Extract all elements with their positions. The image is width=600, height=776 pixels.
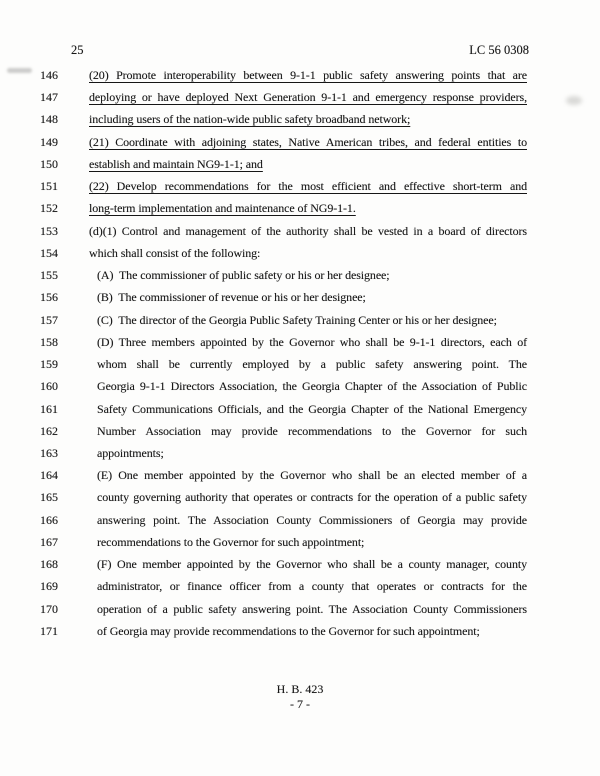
header-page-note: 25: [71, 43, 84, 57]
line-text: (d)(1) Control and management of the authority shall be vested in a board of directors: [89, 223, 527, 238]
line-number: 153: [40, 223, 58, 238]
line-text: of Georgia may provide recommendations to the Governor for such appointment;: [97, 623, 480, 638]
line-row: [0, 575, 600, 597]
line-row: [0, 220, 600, 242]
line-text: appointments;: [97, 445, 164, 460]
line-number: 149: [40, 134, 58, 149]
line-row: [0, 264, 600, 286]
line-number: 152: [40, 201, 58, 216]
line-row: [0, 108, 600, 130]
line-number: 169: [40, 579, 58, 594]
line-row: [0, 86, 600, 108]
line-number: 148: [40, 112, 58, 127]
line-number: 161: [40, 401, 58, 416]
line-text: operation of a public safety answering point. The Association County Commissioners: [97, 601, 527, 616]
line-row: [0, 420, 600, 442]
line-number: 158: [40, 334, 58, 349]
line-text: (B) The commissioner of revenue or his or her designee;: [97, 290, 366, 305]
line-number: 171: [40, 623, 58, 638]
line-row: [0, 131, 600, 153]
line-text: (D) Three members appointed by the Governor who shall be 9-1-1 directors, each of: [97, 334, 527, 349]
line-text: Safety Communications Officials, and the Georgia Chapter of the National Emergency: [97, 401, 527, 416]
line-text: whom shall be currently employed by a public safety answering point. The: [97, 357, 527, 372]
line-row: [0, 353, 600, 375]
line-number: 165: [40, 490, 58, 505]
line-text: county governing authority that operates or contracts for the operation of a public safety: [97, 490, 527, 505]
line-number: 166: [40, 512, 58, 527]
footer-bill-number: H. B. 423: [276, 682, 324, 696]
header-doc-code: LC 56 0308: [469, 43, 529, 57]
line-row: [0, 286, 600, 308]
line-text: Number Association may provide recommendations to the Governor for such: [97, 423, 527, 438]
line-row: [0, 309, 600, 331]
line-row: [0, 153, 600, 175]
line-row: [0, 464, 600, 486]
line-number: 163: [40, 445, 58, 460]
line-number: 146: [40, 68, 58, 82]
line-number: 155: [40, 268, 58, 283]
line-number: 159: [40, 357, 58, 372]
line-text: long-term implementation and maintenance of NG9-1-1.: [89, 201, 356, 216]
line-number: 162: [40, 423, 58, 438]
line-row: [0, 375, 600, 397]
line-text: administrator, or finance officer from a county that operates or contracts for the: [97, 579, 527, 594]
line-row: [0, 486, 600, 508]
line-number: 164: [40, 468, 58, 483]
line-number: 170: [40, 601, 58, 616]
line-number: 167: [40, 534, 58, 549]
line-text: (22) Develop recommendations for the most efficient and effective short-term and: [89, 179, 527, 194]
line-text: (F) One member appointed by the Governor who shall be a county manager, county: [97, 557, 527, 572]
line-number: 168: [40, 557, 58, 572]
line-number: 147: [40, 90, 58, 105]
bill-text-lines: [0, 64, 600, 642]
line-row: [0, 553, 600, 575]
line-text: deploying or have deployed Next Generation 9-1-1 and emergency response providers,: [89, 90, 527, 105]
line-number: 150: [40, 156, 58, 171]
line-row: [0, 242, 600, 264]
line-text: establish and maintain NG9-1-1; and: [89, 156, 263, 171]
line-text: (20) Promote interoperability between 9-1-1 public safety answering points that are: [89, 68, 527, 82]
line-number: 154: [40, 245, 58, 260]
line-number: 160: [40, 379, 58, 394]
line-row: [0, 531, 600, 553]
line-text: including users of the nation-wide public safety broadband network;: [89, 112, 411, 127]
line-row: [0, 398, 600, 420]
line-row: [0, 598, 600, 620]
line-number: 151: [40, 179, 58, 194]
line-row: [0, 64, 600, 86]
line-number: 157: [40, 312, 58, 327]
line-row: [0, 331, 600, 353]
line-row: [0, 509, 600, 531]
line-text: (A) The commissioner of public safety or his or her designee;: [97, 268, 390, 283]
line-text: (C) The director of the Georgia Public Safety Training Center or his or her designee;: [97, 312, 497, 327]
line-number: 156: [40, 290, 58, 305]
line-row: [0, 442, 600, 464]
line-text: (21) Coordinate with adjoining states, Native American tribes, and federal entities to: [89, 134, 527, 149]
line-text: which shall consist of the following:: [89, 245, 261, 260]
line-text: answering point. The Association County Commissioners of Georgia may provide: [97, 512, 527, 527]
line-row: [0, 620, 600, 642]
line-row: [0, 175, 600, 197]
page-footer: [0, 682, 600, 712]
line-text: (E) One member appointed by the Governor who shall be an elected member of a: [97, 468, 527, 483]
footer-page-number: - 7 -: [290, 697, 310, 711]
line-text: Georgia 9-1-1 Directors Association, the Georgia Chapter of the Association of Public: [97, 379, 527, 394]
line-text: recommendations to the Governor for such appointment;: [97, 534, 365, 549]
line-row: [0, 197, 600, 219]
